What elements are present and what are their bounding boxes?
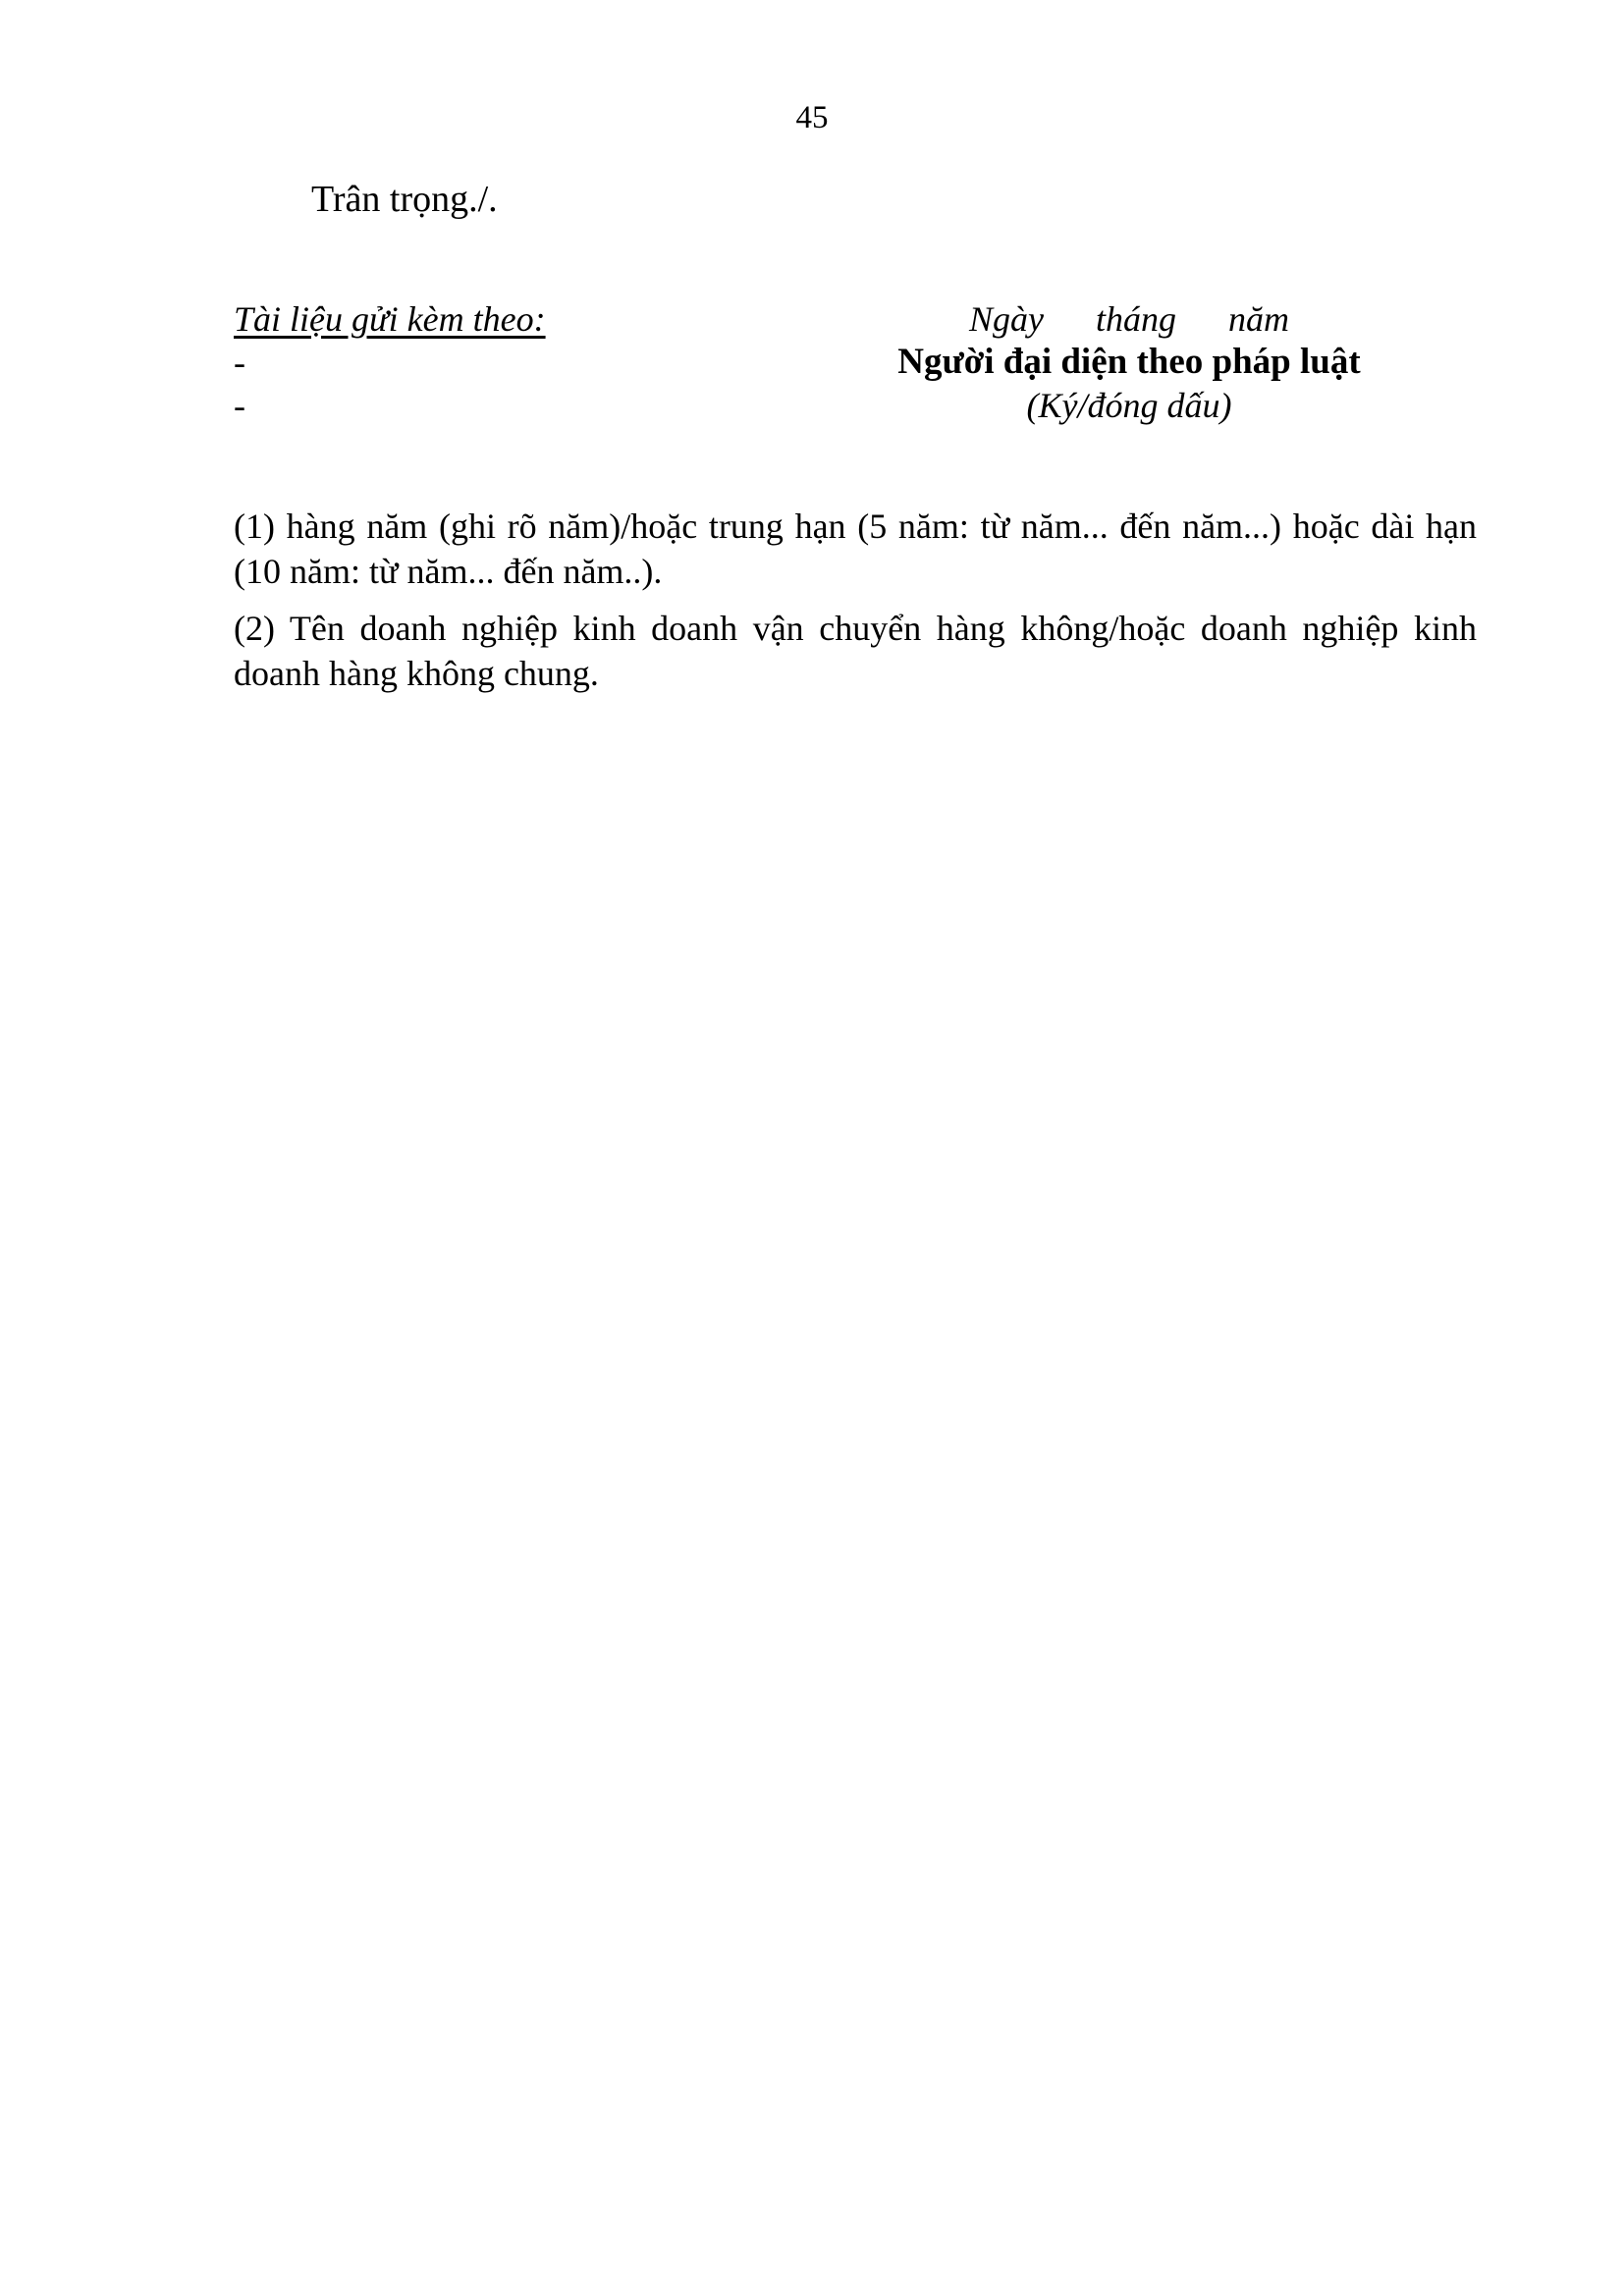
footnote-1: (1) hàng năm (ghi rõ năm)/hoặc trung hạn (5 năm: từ năm... đến năm...) hoặc dài hạn (10 năm: từ năm... đến năm..). xyxy=(234,507,1477,591)
page-number: 45 xyxy=(795,100,829,135)
closing-salutation: Trân trọng./. xyxy=(311,179,498,220)
attachments-section xyxy=(234,297,784,427)
signature-note: (Ký/đóng dấu) xyxy=(1026,386,1232,425)
signature-role: Người đại diện theo pháp luật xyxy=(897,342,1361,382)
attachment-item: - xyxy=(234,343,245,382)
signature-block xyxy=(854,297,1404,427)
footnotes-section xyxy=(234,504,1477,708)
attachment-item: - xyxy=(234,386,245,425)
footnote-2: (2) Tên doanh nghiệp kinh doanh vận chuyển hàng không/hoặc doanh nghiệp kinh doanh hàng không chung. xyxy=(234,609,1477,693)
signature-date-line: Ngày tháng năm xyxy=(969,299,1289,339)
attachments-title: Tài liệu gửi kèm theo: xyxy=(234,299,546,339)
